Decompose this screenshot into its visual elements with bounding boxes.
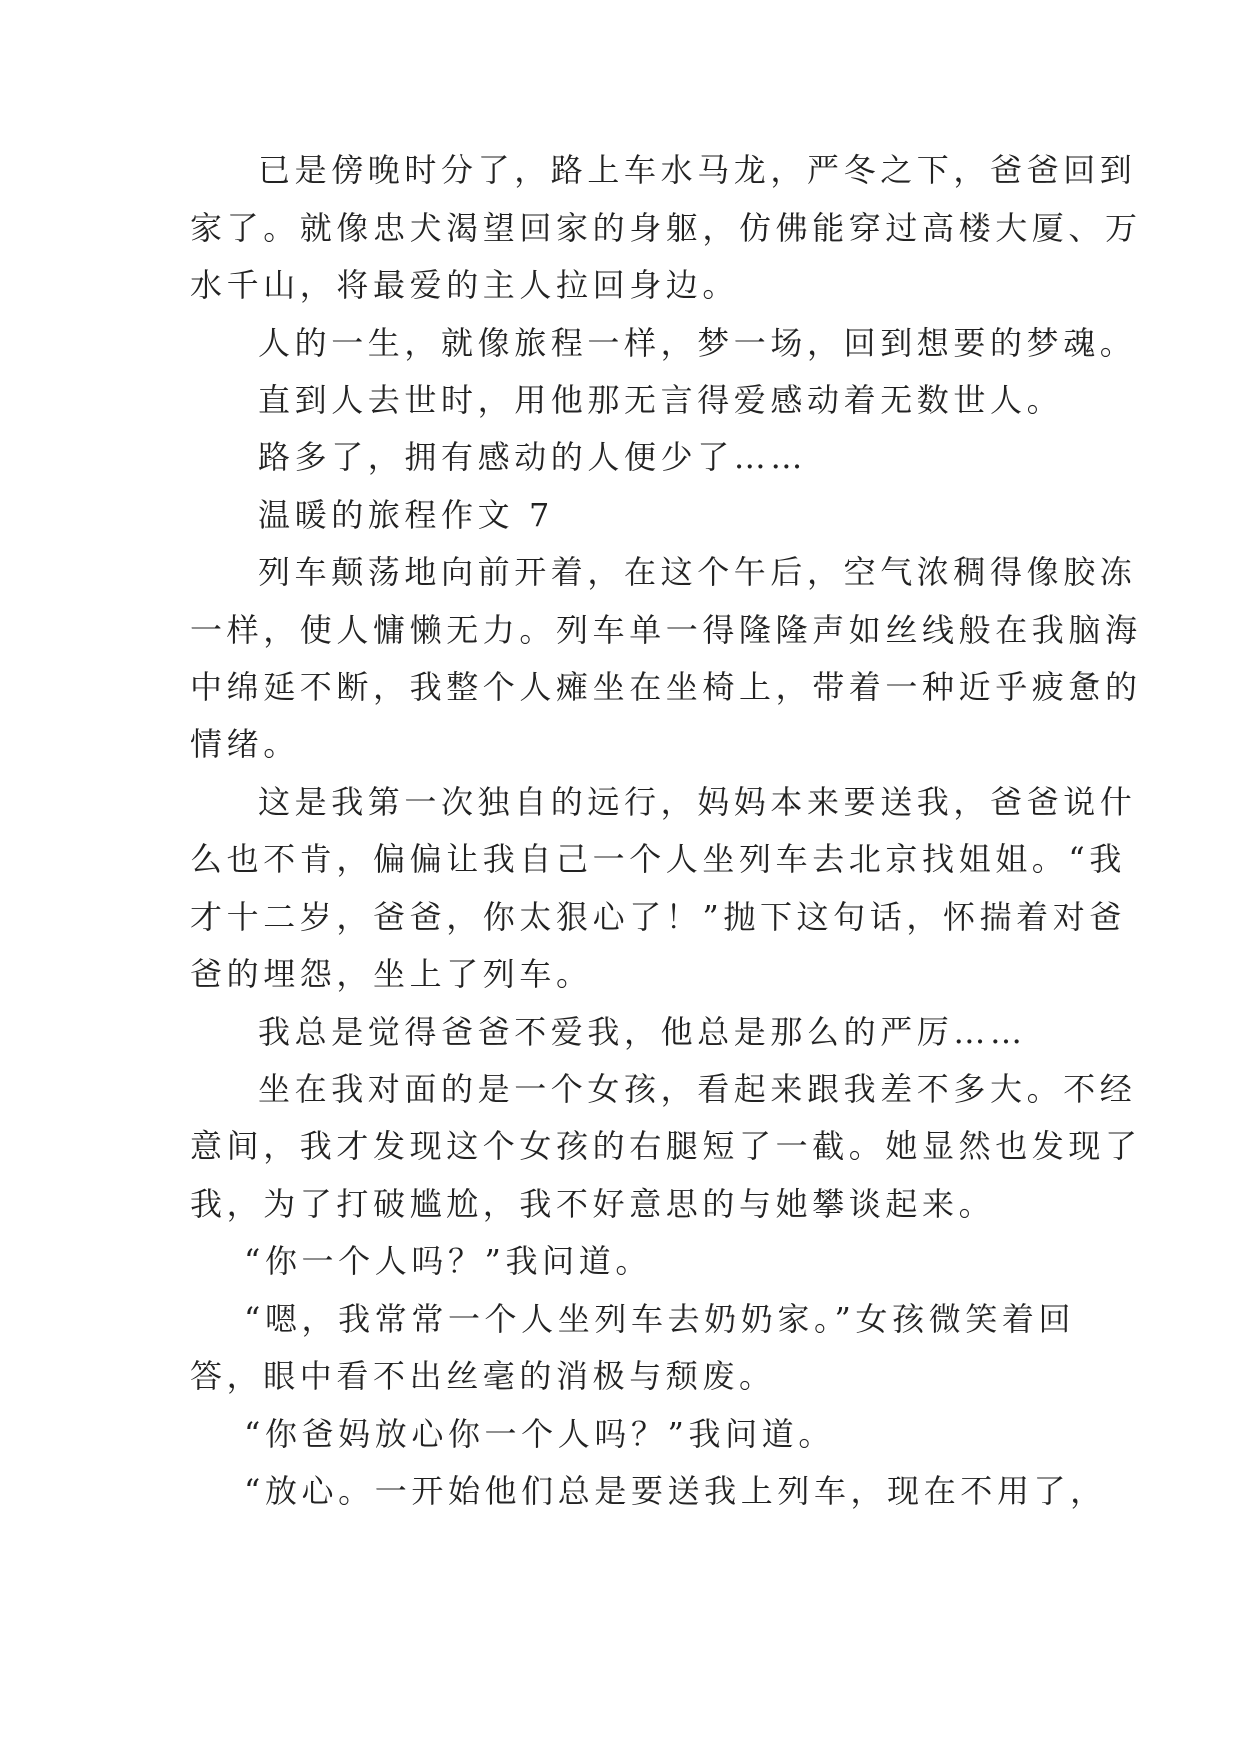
text-line: 我，为了打破尴尬，我不好意思的与她攀谈起来。 [190, 1185, 996, 1223]
text-line: 直到人去世时，用他那无言得爱感动着无数世人。 [258, 381, 1064, 419]
text-line: 才十二岁，爸爸，你太狠心了！”抛下这句话，怀揣着对爸 [190, 898, 1126, 936]
text-line: 路多了，拥有感动的人便少了…… [258, 438, 808, 476]
text-line: 一样，使人慵懒无力。列车单一得隆隆声如丝线般在我脑海 [190, 611, 1142, 649]
text-line: 我总是觉得爸爸不爱我，他总是那么的严厉…… [258, 1013, 1027, 1051]
text-line: “你一个人吗？”我问道。 [244, 1242, 652, 1280]
text-line: 列车颠荡地向前开着，在这个午后，空气浓稠得像胶冻 [258, 553, 1137, 591]
section-heading: 温暖的旅程作文 7 [258, 496, 554, 534]
text-line: 么也不肯，偏偏让我自己一个人坐列车去北京找姐姐。“我 [190, 840, 1126, 878]
text-line: 情绪。 [190, 725, 300, 763]
text-line: 意间，我才发现这个女孩的右腿短了一截。她显然也发现了 [190, 1127, 1142, 1165]
text-line: “嗯，我常常一个人坐列车去奶奶家。”女孩微笑着回 [244, 1300, 1076, 1338]
text-line: 水千山，将最爱的主人拉回身边。 [190, 266, 740, 304]
text-line: 人的一生，就像旅程一样，梦一场，回到想要的梦魂。 [258, 324, 1137, 362]
text-line: 坐在我对面的是一个女孩，看起来跟我差不多大。不经 [258, 1070, 1137, 1108]
text-line: 这是我第一次独自的远行，妈妈本来要送我，爸爸说什 [258, 783, 1137, 821]
text-line: 答，眼中看不出丝毫的消极与颓废。 [190, 1357, 776, 1395]
text-line: 爸的埋怨，坐上了列车。 [190, 955, 593, 993]
text-line: 已是傍晚时分了，路上车水马龙，严冬之下，爸爸回到 [258, 151, 1137, 189]
text-line: “你爸妈放心你一个人吗？”我问道。 [244, 1415, 835, 1453]
text-line: “放心。一开始他们总是要送我上列车，现在不用了， [244, 1472, 1107, 1510]
text-line: 家了。就像忠犬渴望回家的身躯，仿佛能穿过高楼大厦、万 [190, 209, 1142, 247]
text-line: 中绵延不断，我整个人瘫坐在坐椅上，带着一种近乎疲惫的 [190, 668, 1142, 706]
